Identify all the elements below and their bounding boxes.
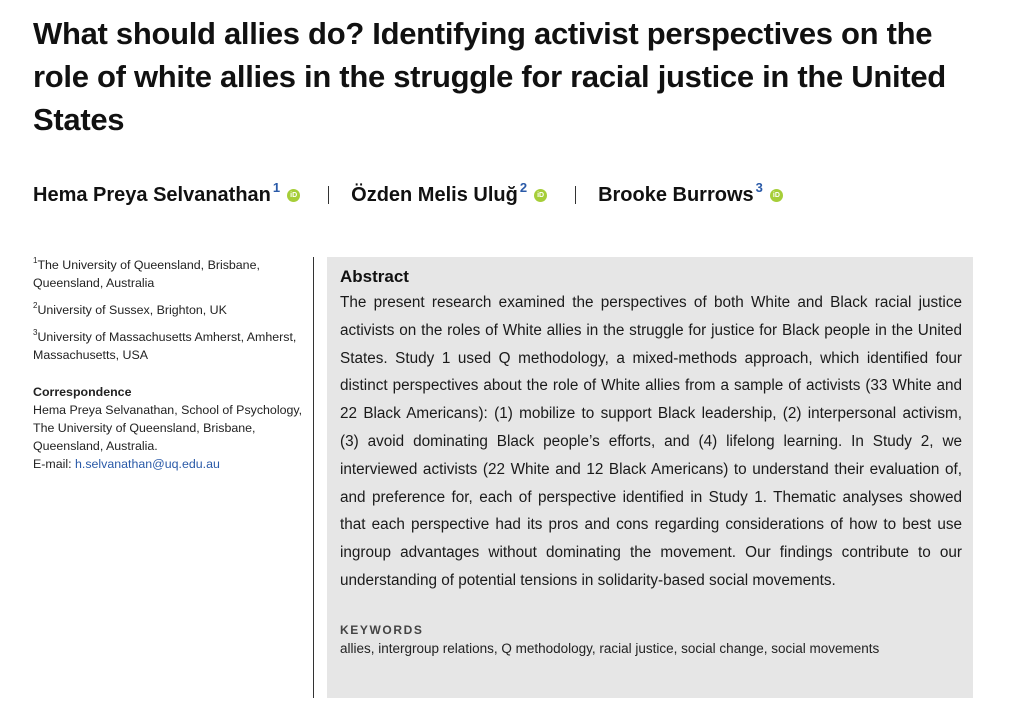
affiliation-text: University of Massachusetts Amherst, Amherst, Massachusetts, USA — [33, 330, 297, 363]
affiliation-marker: 3 — [33, 328, 38, 338]
author-affiliation-marker: 1 — [272, 179, 281, 195]
author-separator — [575, 186, 576, 204]
abstract-heading: Abstract — [340, 267, 409, 286]
author-1[interactable] — [33, 179, 300, 207]
author-separator — [328, 186, 329, 204]
abstract-text: The present research examined the perspectives of both White and Black racial justice activists on the roles of White allies in the struggle for justice for Black people in the United States. Study 1 used Q methodology, a mixed-methods approach, which identified four distinct perspectives about the role of White allies from a sample of activists (33 White and 22 Black Americans): (1) mobilize to support Black leadership, (2) interpersonal activism, (3) avoid dominating Black people’s efforts, and (4) lifelong learning. In Study 2, we interviewed activists (22 White and 12 Black Americans) to understand their evaluation of, and preference for, each of perspective identified in Study 1. Thematic analyses showed that each perspective had its pros and cons regarding considerations of how to best use ingroup advantages without dominating the movement. Our findings contribute to our understanding of potential tensions in solidarity-based social movements. — [340, 294, 962, 589]
correspondence-text: Hema Preya Selvanathan, School of Psychology, The University of Queensland, Brisbane, Queensland, Australia. — [33, 403, 303, 454]
affiliation — [33, 253, 303, 292]
author-2[interactable] — [351, 179, 547, 207]
orcid-icon[interactable]: iD — [770, 189, 783, 202]
author-affiliation-marker: 3 — [755, 179, 763, 195]
affiliation-text: University of Sussex, Brighton, UK — [37, 303, 227, 318]
author-3[interactable] — [598, 179, 783, 207]
affiliation — [33, 325, 303, 364]
affiliation-marker: 2 — [33, 301, 38, 311]
paper-title: What should allies do? Identifying activist perspectives on the role of white allies in the struggle for racial justice in the United States — [33, 16, 946, 137]
email-link[interactable]: h.selvanathan@uq.edu.au — [75, 457, 220, 472]
author-name: Özden Melis Uluğ — [351, 183, 518, 206]
correspondence-heading: Correspondence — [33, 385, 132, 400]
email-label: E-mail: — [33, 457, 75, 472]
keywords-text: allies, intergroup relations, Q methodology, racial justice, social change, social movements — [340, 640, 880, 656]
sidebar-info — [33, 253, 303, 473]
abstract-box — [327, 257, 973, 698]
affiliation-marker: 1 — [33, 256, 38, 265]
affiliation-text: The University of Queensland, Brisbane, Queensland, Australia — [33, 258, 260, 291]
orcid-icon[interactable]: iD — [534, 189, 547, 202]
keywords-heading: KEYWORDS — [340, 622, 424, 637]
author-name: Hema Preya Selvanathan — [33, 183, 271, 206]
author-name: Brooke Burrows — [598, 183, 754, 206]
column-divider — [313, 257, 314, 698]
affiliation — [33, 298, 303, 319]
author-affiliation-marker: 2 — [519, 179, 528, 195]
orcid-icon[interactable]: iD — [287, 189, 300, 202]
correspondence-email-row — [33, 455, 303, 473]
author-list — [33, 180, 783, 210]
